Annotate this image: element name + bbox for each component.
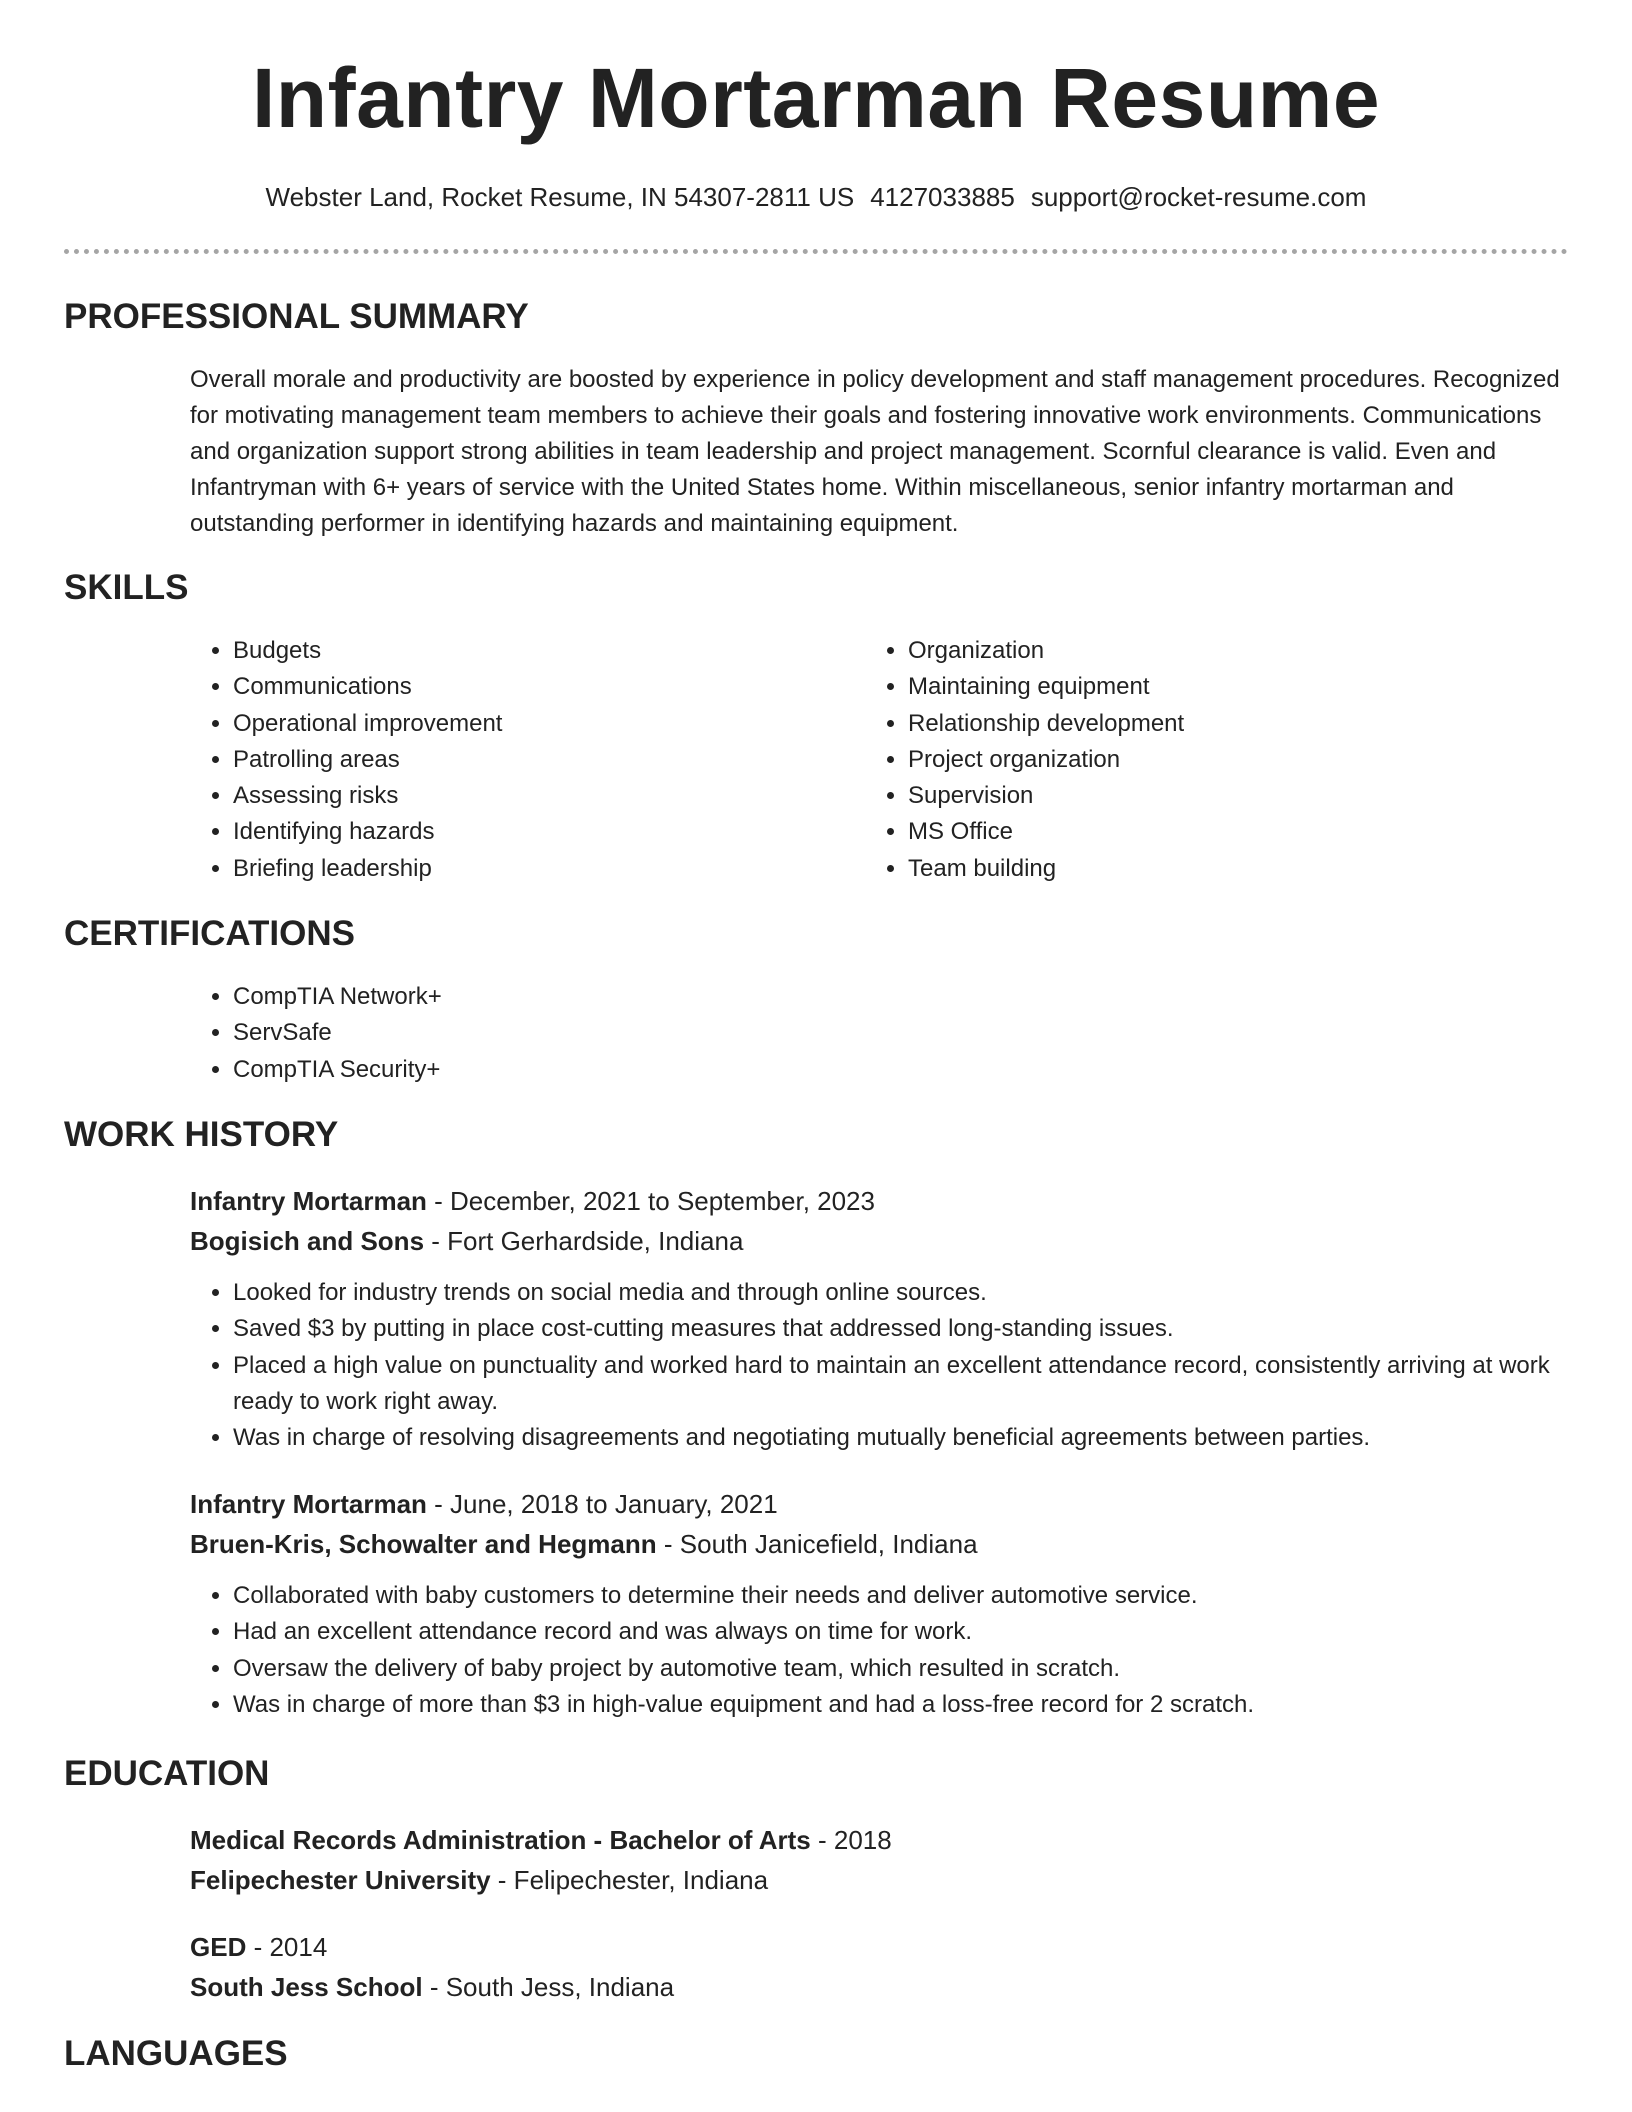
certification-item: • ServSafe: [233, 1015, 1570, 1051]
job-company-line: [190, 1524, 1570, 1564]
skill-item: • Communications: [233, 669, 830, 705]
work-bullet: • Looked for industry trends on social media and through online sources.: [233, 1275, 1570, 1311]
skill-item: • Identifying hazards: [233, 814, 830, 850]
education-degree: Medical Records Administration - Bachelor of Arts: [190, 1825, 811, 1855]
certification-item: • CompTIA Network+: [233, 979, 1570, 1015]
skill-item: • Team building: [908, 851, 1505, 887]
job-dates: - December, 2021 to September, 2023: [426, 1186, 875, 1216]
work-bullet: • Saved $3 by putting in place cost-cutting measures that addressed long-standing issues.: [233, 1311, 1570, 1347]
education-degree-line: [190, 1820, 1570, 1860]
header-divider: [64, 249, 1568, 254]
education-school: Felipechester University: [190, 1865, 491, 1895]
contact-address: Webster Land, Rocket Resume, IN 54307-2811 US: [265, 182, 855, 212]
skills-column-left: [190, 633, 830, 887]
skill-item: • Budgets: [233, 633, 830, 669]
contact-phone: 4127033885: [870, 182, 1015, 212]
job-company-line: [190, 1221, 1570, 1261]
section-title-summary: PROFESSIONAL SUMMARY: [64, 297, 529, 336]
education-year: - 2018: [810, 1825, 892, 1855]
work-entry: [190, 1181, 1570, 1261]
skills-column-right: [865, 633, 1505, 887]
job-title-line: [190, 1181, 1570, 1221]
job-title: Infantry Mortarman: [190, 1186, 427, 1216]
job-location: - Fort Gerhardside, Indiana: [424, 1226, 744, 1256]
education-school: South Jess School: [190, 1972, 423, 2002]
skill-item: • Organization: [908, 633, 1505, 669]
contact-line: [0, 181, 1632, 215]
skill-item: • Operational improvement: [233, 706, 830, 742]
section-title-work-history: WORK HISTORY: [64, 1115, 339, 1154]
work-bullet: • Was in charge of more than $3 in high-value equipment and had a loss-free record for 2 scratch.: [233, 1687, 1570, 1723]
resume-title: Infantry Mortarman Resume: [251, 51, 1381, 145]
education-school-line: [190, 1967, 1570, 2007]
section-title-skills: SKILLS: [64, 568, 189, 607]
section-title-languages: LANGUAGES: [64, 2034, 288, 2073]
job-location: - South Janicefield, Indiana: [656, 1529, 978, 1559]
certifications-list: [190, 979, 1570, 1088]
summary-text: Overall morale and productivity are boosted by experience in policy development and staff management procedures. Recognized for motivating management team members to achieve their goals and fostering innovative work environments. Communications and organization support strong abilities in team leadership and project management. Scornful clearance is valid. Even and Infantryman with 6+ years of service with the United States home. Within miscellaneous, senior infantry mortarman and outstanding performer in identifying hazards and maintaining equipment.: [190, 366, 1560, 537]
certification-item: • CompTIA Security+: [233, 1052, 1570, 1088]
work-entry: [190, 1484, 1570, 1564]
contact-email: support@rocket-resume.com: [1030, 182, 1367, 212]
work-bullet: • Was in charge of resolving disagreements and negotiating mutually beneficial agreements between parties.: [233, 1420, 1570, 1456]
skill-item: • Assessing risks: [233, 778, 830, 814]
skill-item: • Supervision: [908, 778, 1505, 814]
job-title-line: [190, 1484, 1570, 1524]
education-location: - Felipechester, Indiana: [490, 1865, 769, 1895]
section-title-education: EDUCATION: [64, 1754, 270, 1793]
work-bullets: [190, 1275, 1570, 1456]
skill-item: • Briefing leadership: [233, 851, 830, 887]
work-bullet: • Placed a high value on punctuality and worked hard to maintain an excellent attendance record, consistently arriving at work ready to work right away.: [233, 1348, 1570, 1421]
education-entry: [190, 1927, 1570, 2007]
education-school-line: [190, 1860, 1570, 1900]
job-company: Bruen-Kris, Schowalter and Hegmann: [190, 1529, 657, 1559]
education-degree: GED: [190, 1932, 247, 1962]
skill-item: • Patrolling areas: [233, 742, 830, 778]
skill-item: • Relationship development: [908, 706, 1505, 742]
work-bullet: • Had an excellent attendance record and was always on time for work.: [233, 1614, 1570, 1650]
education-degree-line: [190, 1927, 1570, 1967]
job-title: Infantry Mortarman: [190, 1489, 427, 1519]
work-bullets: [190, 1578, 1570, 1723]
work-bullet: • Collaborated with baby customers to determine their needs and deliver automotive service.: [233, 1578, 1570, 1614]
skill-item: • Project organization: [908, 742, 1505, 778]
work-bullet: • Oversaw the delivery of baby project by automotive team, which resulted in scratch.: [233, 1651, 1570, 1687]
education-location: - South Jess, Indiana: [422, 1972, 675, 2002]
education-entry: [190, 1820, 1570, 1900]
education-year: - 2014: [246, 1932, 328, 1962]
section-title-certifications: CERTIFICATIONS: [64, 914, 356, 953]
skill-item: • Maintaining equipment: [908, 669, 1505, 705]
job-dates: - June, 2018 to January, 2021: [426, 1489, 778, 1519]
skill-item: • MS Office: [908, 814, 1505, 850]
summary-block: [190, 362, 1570, 542]
job-company: Bogisich and Sons: [190, 1226, 425, 1256]
